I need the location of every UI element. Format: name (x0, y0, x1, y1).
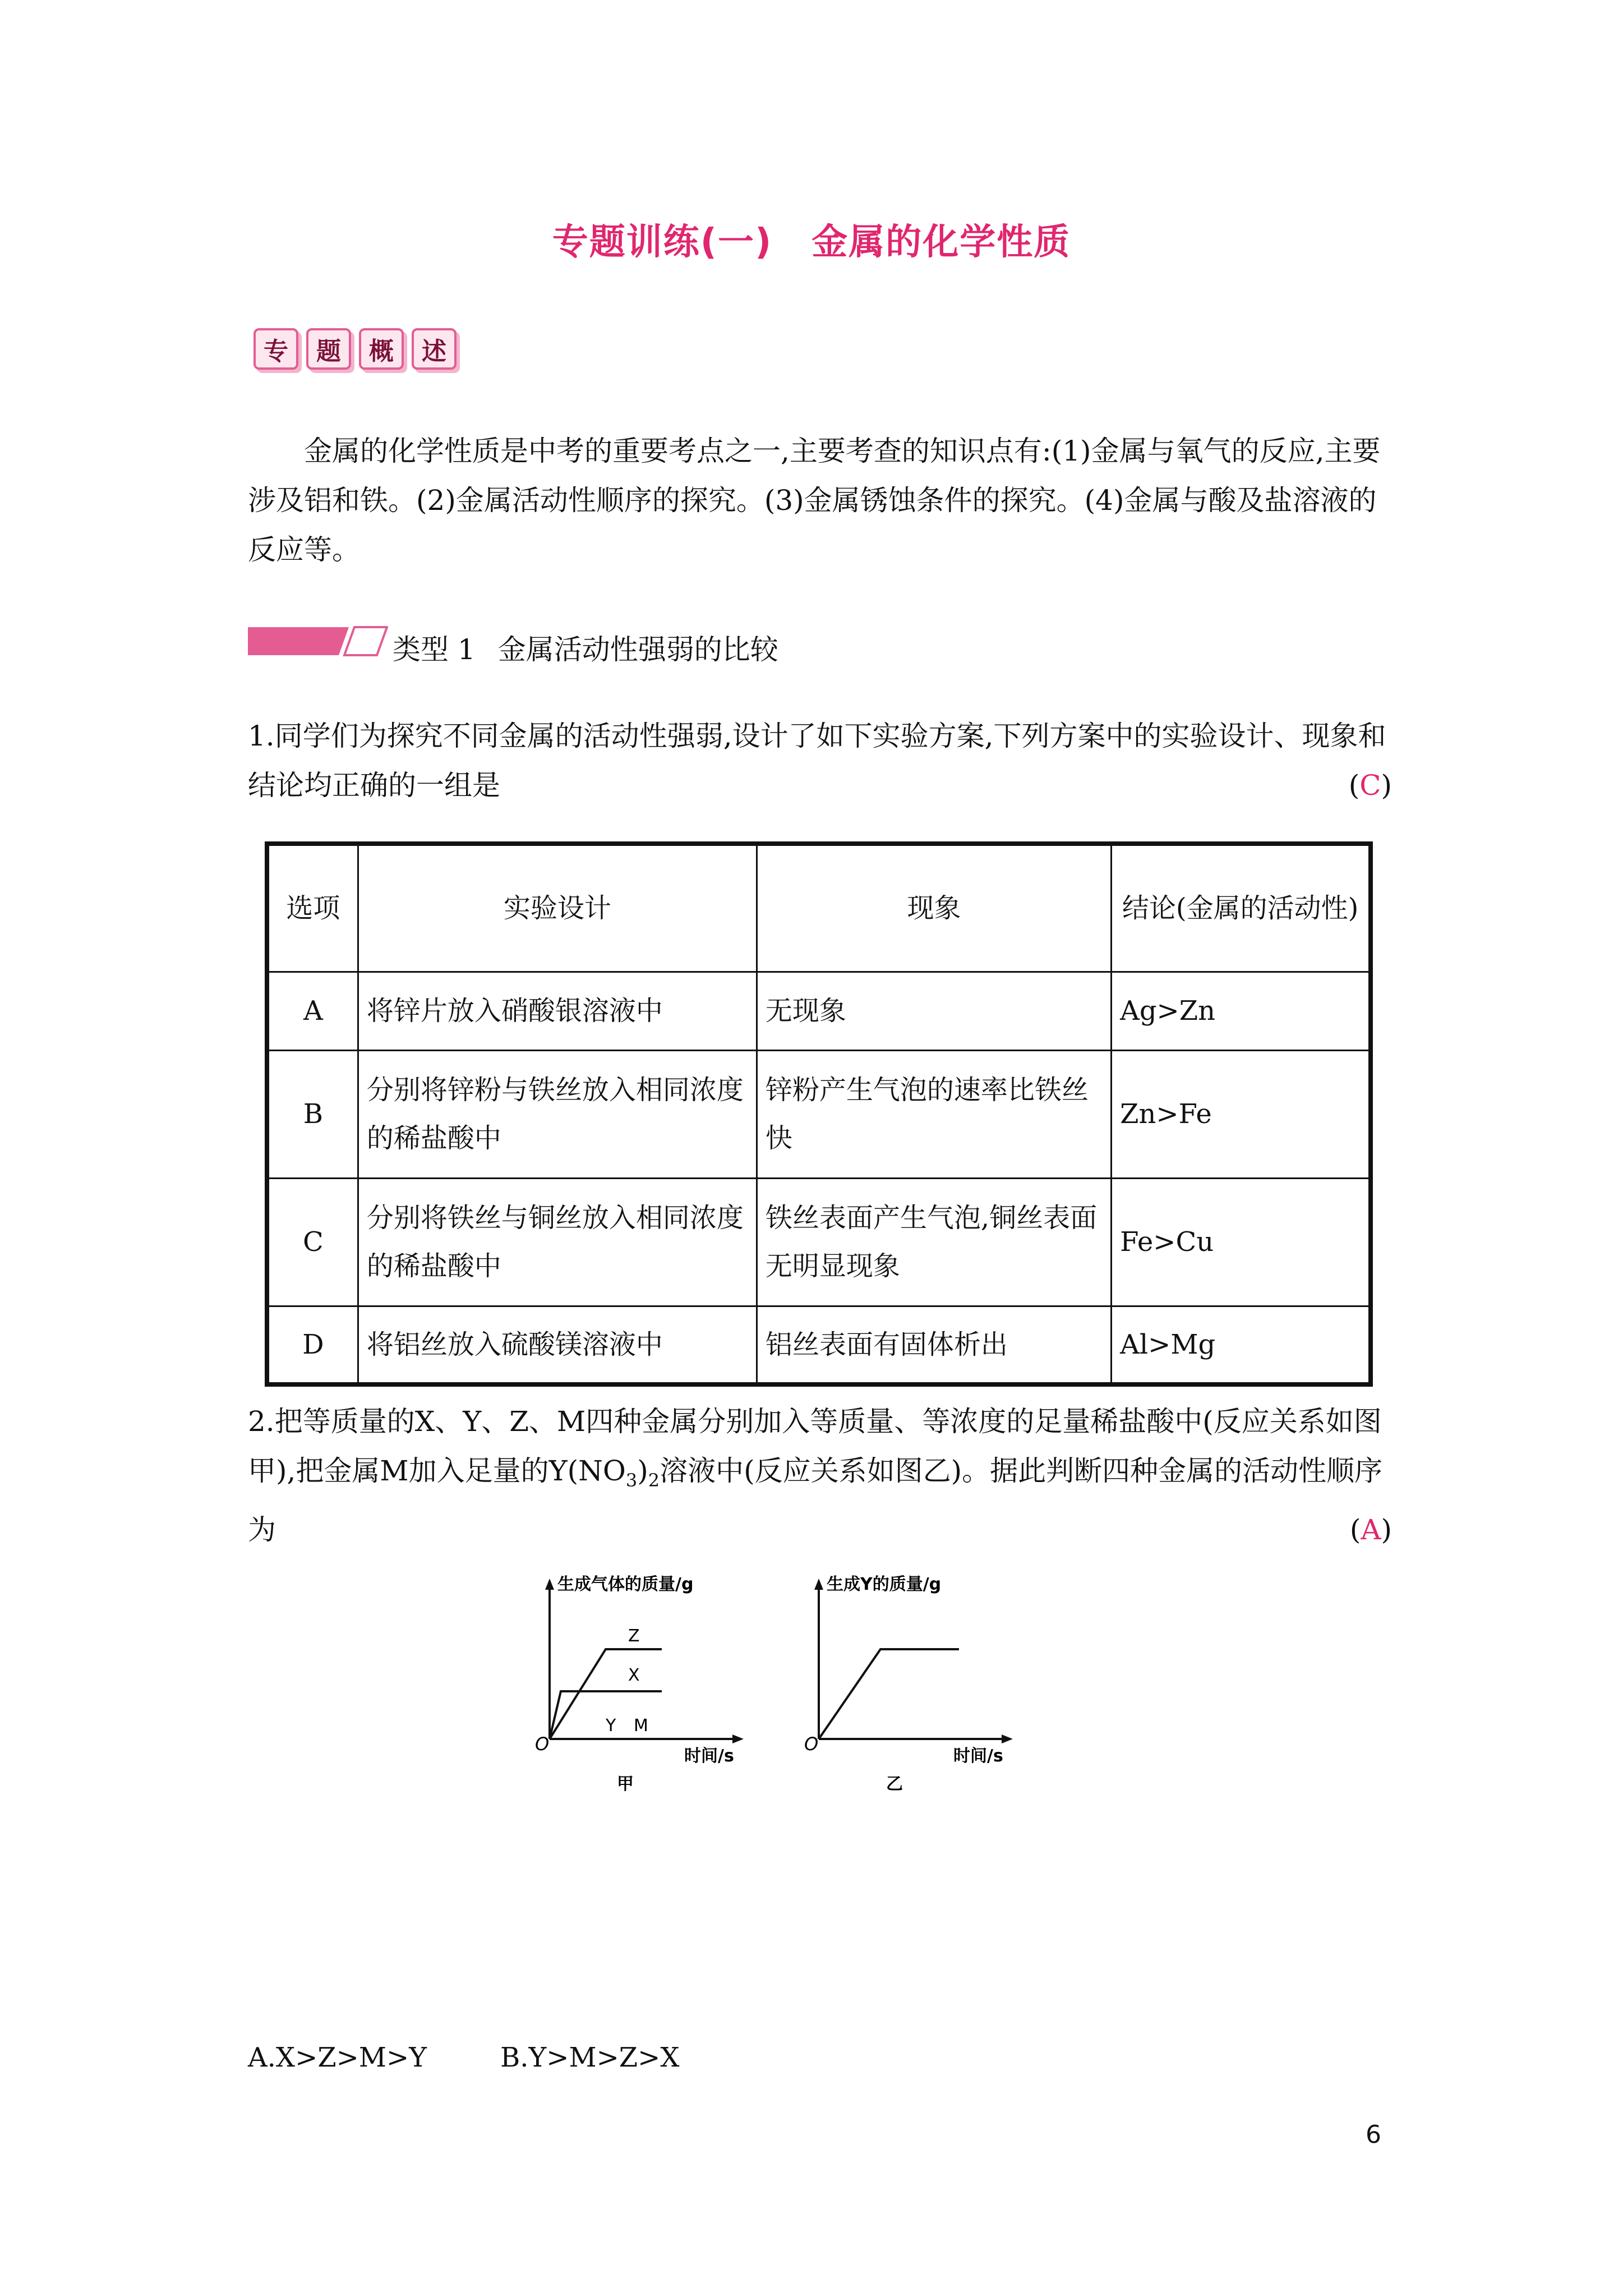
design-cell: 分别将锌粉与铁丝放入相同浓度的稀盐酸中 (358, 1050, 757, 1178)
table-row (267, 972, 1371, 1050)
design-cell: 分别将铁丝与铜丝放入相同浓度的稀盐酸中 (358, 1178, 757, 1306)
choice-b: B.Y>M>Z>X (500, 2042, 680, 2073)
choice-a: A.X>Z>M>Y (248, 2042, 427, 2073)
overview-tile: 专 (253, 328, 298, 370)
header-cell: 实验设计 (358, 844, 757, 972)
x-axis-label: 时间/s (953, 1746, 1003, 1766)
type-banner-icon (248, 625, 388, 657)
phenomenon-cell: 铁丝表面产生气泡,铜丝表面无明显现象 (757, 1178, 1111, 1306)
y-axis-label: 生成气体的质量/g (557, 1575, 694, 1594)
page-number: 6 (1366, 2120, 1381, 2149)
series-label: M (634, 1716, 648, 1736)
origin-label: O (804, 1733, 819, 1755)
conclusion-cell: Ag>Zn (1112, 972, 1371, 1050)
series-label: X (628, 1665, 640, 1685)
question-1-answer (1349, 761, 1392, 810)
table-row (267, 1306, 1371, 1384)
origin-label: O (535, 1733, 550, 1755)
option-cell: B (267, 1050, 358, 1178)
paren: ) (637, 1455, 648, 1487)
table-row (267, 1050, 1371, 1178)
subscript: 2 (648, 1470, 660, 1491)
overview-tile: 题 (306, 328, 351, 370)
question-2 (248, 1397, 1392, 1554)
y-axis-arrow-icon (814, 1579, 823, 1590)
x-axis-label: 时间/s (684, 1746, 734, 1766)
answer-letter: C (1359, 769, 1381, 802)
graph-jia (535, 1575, 744, 1794)
paren: ) (1381, 769, 1392, 802)
experiment-table (265, 841, 1373, 1387)
paren: ) (1381, 1513, 1392, 1546)
question-2-text (248, 1405, 1382, 1546)
series-line-y (819, 1649, 959, 1739)
conclusion-cell: Al>Mg (1112, 1306, 1371, 1384)
intro-paragraph: 金属的化学性质是中考的重要考点之一,主要考查的知识点有:(1)金属与氧气的反应,主要涉及铝和铁。(2)金属活动性顺序的探究。(3)金属锈蚀条件的探究。(4)金属与酸及盐溶液的反应等。 (248, 435, 1381, 566)
question-1 (248, 711, 1392, 810)
conclusion-cell: Fe>Cu (1112, 1178, 1371, 1306)
title-series: 专题训练(一) (552, 222, 773, 263)
phenomenon-cell: 无现象 (757, 972, 1111, 1050)
header-cell: 选项 (267, 844, 358, 972)
series-label: Z (628, 1626, 640, 1646)
answer-choices (248, 2042, 680, 2073)
type-heading (393, 627, 778, 668)
paren: ( (1349, 1513, 1361, 1546)
option-cell: A (267, 972, 358, 1050)
table-header-row (267, 844, 1371, 972)
graph-caption: 甲 (617, 1774, 634, 1794)
question-2-text-part: 2.把等质量的X、Y、Z、M四种金属分别加入等质量、等浓度的足量稀盐酸中(反应关系如图甲),把金属M加入足量的Y(NO (248, 1405, 1382, 1487)
table-row (267, 1178, 1371, 1306)
question-2-answer (1350, 1505, 1392, 1554)
design-cell: 将锌片放入硝酸银溶液中 (358, 972, 757, 1050)
question-2-text-part: 溶液中(反应关系如图乙)。据此判断四种金属的活动性顺序为 (248, 1455, 1383, 1546)
graph-caption: 乙 (886, 1774, 903, 1794)
y-axis-label: 生成Y的质量/g (827, 1575, 942, 1594)
reaction-graphs (522, 1565, 1038, 1806)
title-topic: 金属的化学性质 (811, 222, 1071, 263)
option-cell: D (267, 1306, 358, 1384)
design-cell: 将铝丝放入硫酸镁溶液中 (358, 1306, 757, 1384)
overview-tiles (253, 328, 457, 370)
type-title: 金属活动性强弱的比较 (497, 633, 778, 666)
header-cell: 现象 (757, 844, 1111, 972)
graph-yi (804, 1575, 1013, 1794)
phenomenon-cell: 铝丝表面有固体析出 (757, 1306, 1111, 1384)
x-axis-arrow-icon (1002, 1734, 1013, 1743)
header-cell: 结论(金属的活动性) (1112, 844, 1371, 972)
conclusion-cell: Zn>Fe (1112, 1050, 1371, 1178)
y-axis-arrow-icon (545, 1579, 554, 1590)
type-number: 类型 1 (393, 633, 476, 666)
x-axis-arrow-icon (732, 1734, 744, 1743)
overview-tile: 述 (412, 328, 457, 370)
paren: ( (1348, 769, 1360, 802)
phenomenon-cell: 锌粉产生气泡的速率比铁丝快 (757, 1050, 1111, 1178)
page-title (0, 213, 1623, 265)
series-label: Y (606, 1716, 616, 1736)
subscript: 3 (625, 1470, 638, 1491)
answer-letter: A (1361, 1513, 1381, 1546)
overview-tile: 概 (359, 328, 404, 370)
question-1-text: 1.同学们为探究不同金属的活动性强弱,设计了如下实验方案,下列方案中的实验设计、现象和结论均正确的一组是 (248, 720, 1386, 802)
option-cell: C (267, 1178, 358, 1306)
